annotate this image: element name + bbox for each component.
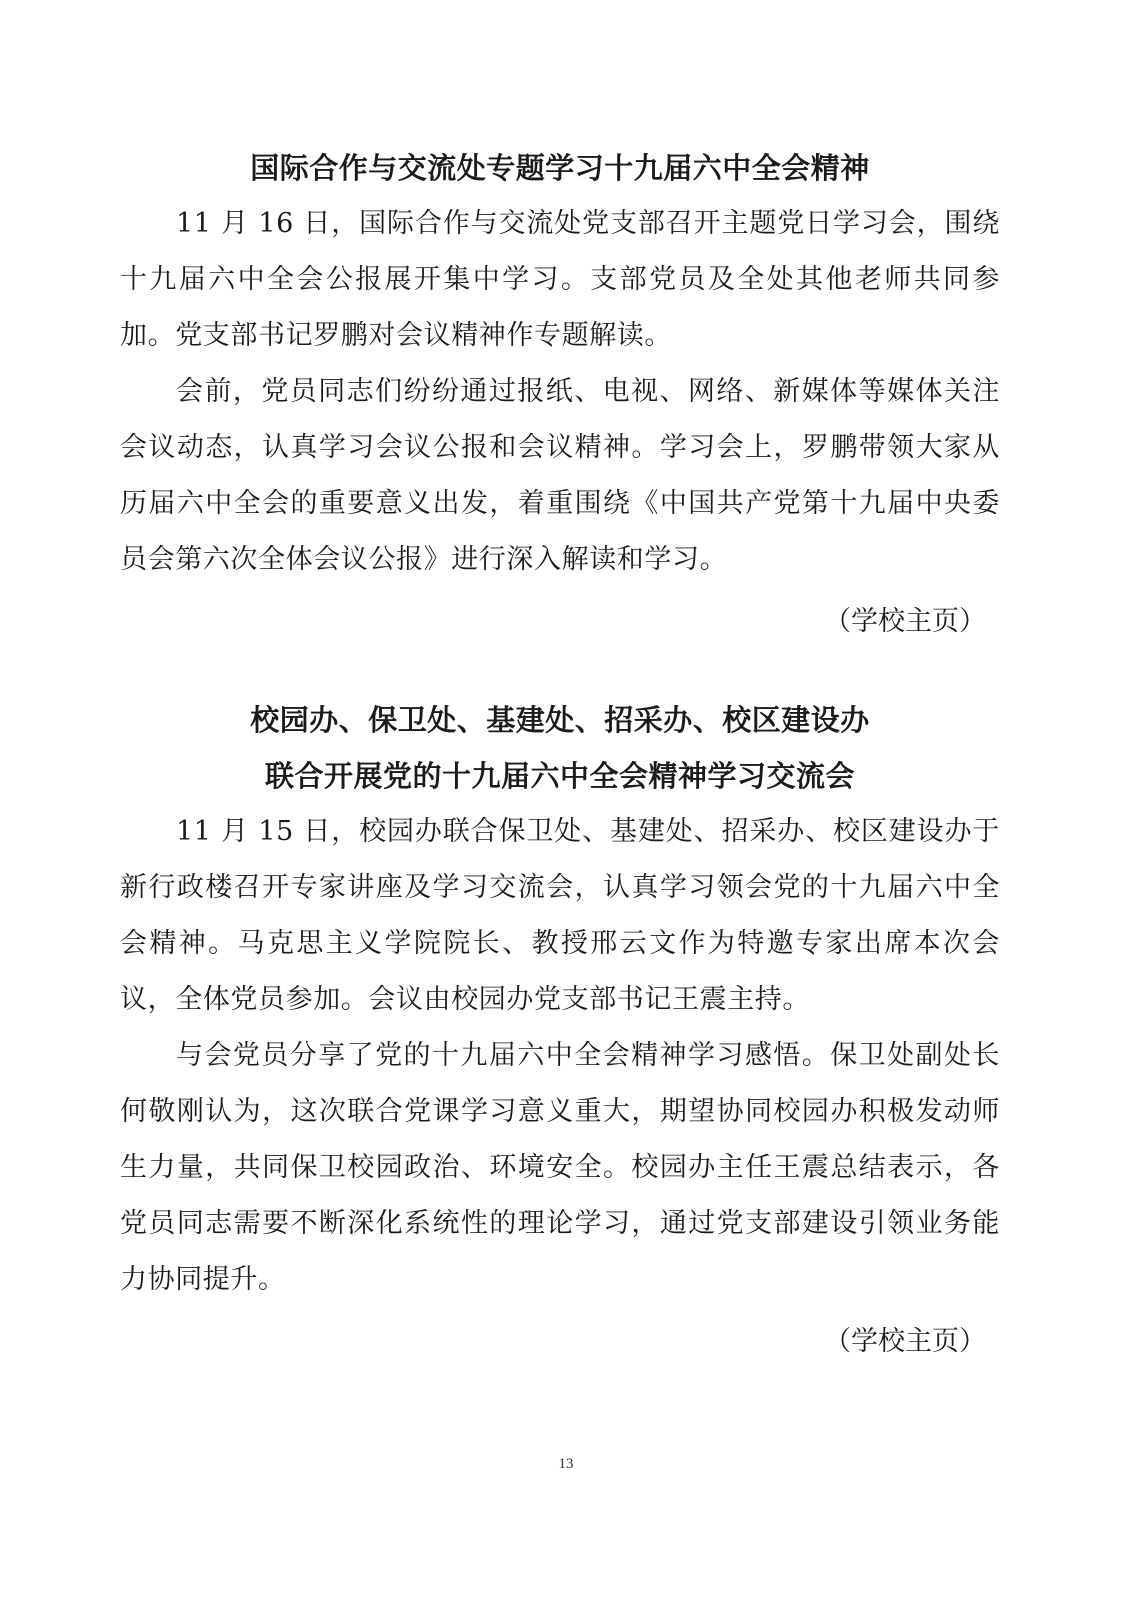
- article-title-line: 校园办、保卫处、基建处、招采办、校区建设办: [250, 703, 870, 737]
- article-campus-joint-session: [120, 692, 1000, 1370]
- article-international-cooperation: [120, 140, 1000, 650]
- article-paragraph: 11 月 15 日，校园办联合保卫处、基建处、招采办、校区建设办于新行政楼召开专家讲座及学习交流会，认真学习领会党的十九届六中全会精神。马克思主义学院院长、教授邢云文作为特邀专家出席本次会议，全体党员参加。会议由校园办党支部书记王震主持。: [120, 816, 1000, 1015]
- article-source: （学校主页）: [824, 606, 986, 637]
- article-body: [120, 804, 1000, 1308]
- article-body: [120, 196, 1000, 588]
- article-title-line: 国际合作与交流处专题学习十九届六中全会精神: [250, 151, 870, 185]
- article-title: [120, 140, 1000, 196]
- article-paragraph: 11 月 16 日，国际合作与交流处党支部召开主题党日学习会，围绕十九届六中全会公报展开集中学习。支部党员及全处其他老师共同参加。党支部书记罗鹏对会议精神作专题解读。: [120, 208, 1000, 351]
- article-paragraph: 与会党员分享了党的十九届六中全会精神学习感悟。保卫处副处长何敬刚认为，这次联合党课学习意义重大，期望协同校园办积极发动师生力量，共同保卫校园政治、环境安全。校园办主任王震总结表示，各党员同志需要不断深化系统性的理论学习，通过党支部建设引领业务能力协同提升。: [120, 1040, 1000, 1295]
- article-title-line: 联合开展党的十九届六中全会精神学习交流会: [264, 759, 855, 793]
- article-source: （学校主页）: [824, 1326, 986, 1357]
- page-number: 13: [558, 1456, 574, 1472]
- article-title: [120, 692, 1000, 804]
- article-paragraph: 会前，党员同志们纷纷通过报纸、电视、网络、新媒体等媒体关注会议动态，认真学习会议公报和会议精神。学习会上，罗鹏带领大家从历届六中全会的重要意义出发，着重围绕《中国共产党第十九届中央委员会第六次全体会议公报》进行深入解读和学习。: [120, 376, 1000, 575]
